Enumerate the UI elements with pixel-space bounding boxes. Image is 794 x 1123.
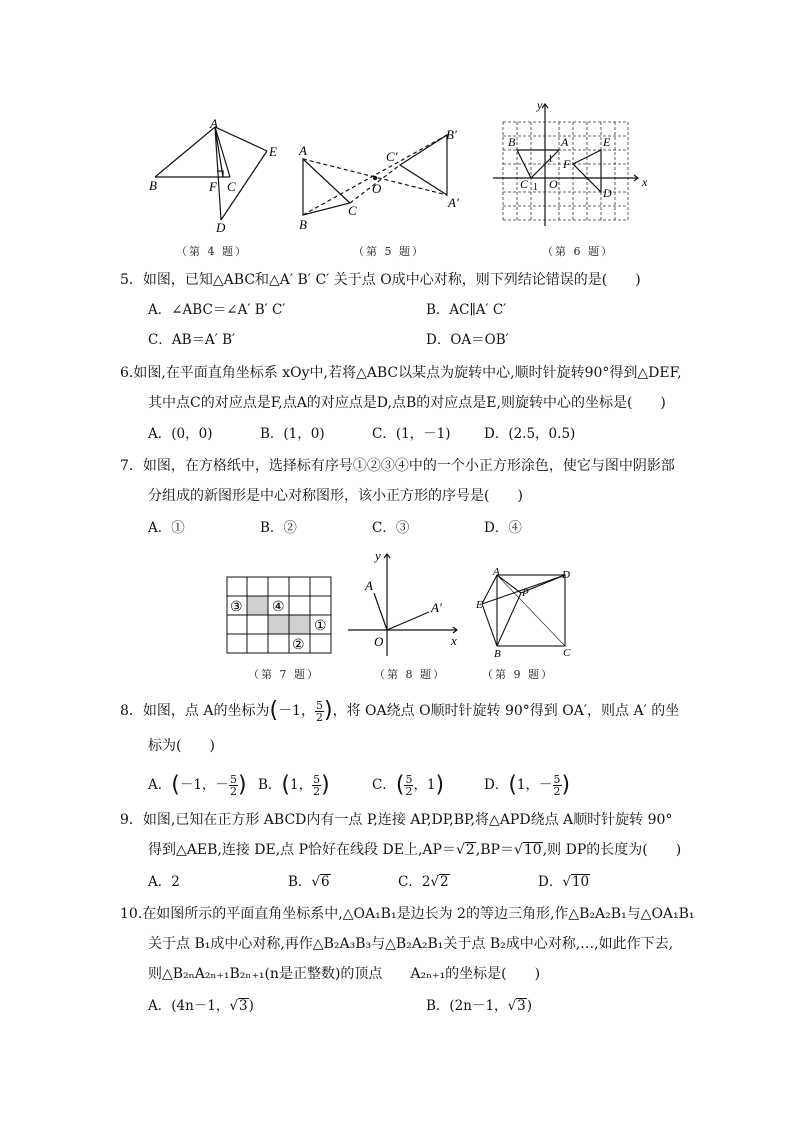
- q9-option-b: [288, 872, 331, 892]
- fig7-label-4: ④: [272, 600, 285, 615]
- q9-option-d: [538, 872, 590, 892]
- q5-option-a: A．∠ABC＝∠A′ B′ C′: [148, 302, 286, 318]
- q10-option-a: [148, 996, 254, 1016]
- fig8-label-a-prime: A′: [431, 600, 442, 615]
- paren-left: (: [171, 772, 180, 798]
- fig6-label-b: B: [508, 135, 516, 149]
- q8-option-d-letter: D．: [484, 777, 509, 793]
- fig4-label-d: D: [216, 220, 226, 235]
- q10-option-a-end: ): [248, 998, 254, 1014]
- fig6-label-o: O: [549, 177, 558, 191]
- q5-option-b: B．AC∥A′ C′: [426, 302, 507, 318]
- q9-option-a-text: A．2: [148, 874, 180, 890]
- question-9-line-1: 9．如图,已知在正方形 ABCD内有一点 P,连接 AP,DP,BP,将△APD绕点 A顺时针旋转 90°: [120, 812, 673, 828]
- q8-option-a: [148, 770, 247, 801]
- question-6-line-2: 其中点C的对应点是F,点A的对应点是D,点B的对应点是E,则旋转中心的坐标是( ): [148, 395, 666, 411]
- num: 5: [313, 773, 321, 786]
- q9-root-2: 10: [523, 842, 542, 858]
- question-9-line-2: [148, 840, 681, 860]
- question-8-stem: [120, 696, 679, 726]
- fig6-tick-1-y: 1: [548, 154, 553, 165]
- fig4-label-b: B: [149, 178, 157, 193]
- fig9-label-p: P: [522, 587, 529, 599]
- fig6-label-f: F: [563, 157, 571, 171]
- fig7-label-1: ①: [314, 619, 327, 634]
- q9-line2-b: ,BP＝: [475, 842, 514, 858]
- fig9-label-b: B: [494, 648, 501, 660]
- fig8-caption: （第 8 题）: [374, 668, 446, 681]
- q8-point-fraction: [315, 700, 324, 723]
- fig9-label-a: A: [493, 566, 500, 578]
- sqrt-sign: √: [455, 842, 465, 858]
- sqrt-sign: √: [507, 998, 517, 1014]
- question-7-line-1: 7．如图，在方格纸中，选择标有序号①②③④中的一个小正方形涂色，使它与图中阴影部: [120, 458, 675, 474]
- q6-option-c: C．(1，－1): [372, 426, 451, 442]
- figure-4: [145, 115, 290, 235]
- sqrt-sign: √: [311, 874, 321, 890]
- q9-option-c-text: C．2: [398, 874, 431, 890]
- num: 5: [553, 773, 561, 786]
- fig6-tick-1-x: 1: [533, 182, 538, 193]
- q10-option-b: [426, 996, 532, 1016]
- den: 2: [313, 785, 321, 798]
- figure-5: [295, 125, 470, 235]
- sqrt-sign: √: [430, 874, 440, 890]
- fig7-label-3: ③: [230, 600, 243, 615]
- num: 5: [229, 773, 237, 786]
- q8-point-num: 5: [315, 698, 323, 712]
- paren-right: ): [237, 772, 247, 798]
- q5-option-d: D．OA＝OB′: [426, 332, 509, 348]
- fig8-label-o: O: [374, 634, 384, 649]
- paren-right: ): [561, 772, 571, 798]
- q8-paren-left: (: [269, 698, 279, 723]
- q10-option-a-text: A．(4n－1，: [148, 998, 230, 1014]
- q8-option-b-frac: [312, 774, 321, 797]
- question-6-line-1: 6.如图,在平面直角坐标系 xOy中,若将△ABC以某点为旋转中心,顺时针旋转90°得到△DEF,: [120, 365, 682, 381]
- figure-6: [488, 98, 658, 230]
- fig5-label-b: B: [299, 217, 307, 232]
- q9-line2-a: 得到△AEB,连接 DE,点 P恰好在线段 DE上,AP＝: [148, 842, 456, 858]
- q7-option-b: B．②: [260, 520, 297, 536]
- fig4-label-e: E: [269, 144, 277, 159]
- q8-stem-b: ，将 OA绕点 O顺时针旋转 90°得到 OA′，则点 A′ 的坐: [332, 703, 680, 719]
- fig8-label-x: x: [451, 633, 457, 648]
- q8-point-x: －1，: [278, 703, 315, 719]
- q9-option-d-text: D．: [538, 874, 563, 890]
- q9-option-b-text: B．: [288, 874, 312, 890]
- q10-option-b-text: B．(2n－1，: [426, 998, 508, 1014]
- q8-option-a-x: －1，－: [179, 777, 229, 793]
- q6-option-b: B．(1，0): [260, 426, 325, 442]
- q9-option-a: [148, 872, 180, 892]
- fig9-label-d: D: [562, 569, 570, 581]
- fig4-label-c: C: [227, 179, 236, 194]
- question-7-line-2: 分组成的新图形是中心对称图形，该小正方形的序号是( ): [148, 488, 523, 504]
- paren-left: (: [281, 772, 291, 798]
- fig6-label-e: E: [603, 135, 611, 149]
- den: 2: [553, 785, 561, 798]
- q8-option-d: [484, 770, 570, 801]
- sqrt-sign: √: [513, 842, 523, 858]
- fig5-label-b-prime: B′: [446, 127, 457, 142]
- fig5-label-a: A: [299, 143, 307, 158]
- fig7-caption: （第 7 题）: [248, 668, 320, 681]
- sqrt-sign: √: [562, 874, 571, 890]
- q8-option-d-x: 1，－: [516, 777, 553, 793]
- fig5-label-c-prime: C′: [386, 149, 398, 164]
- q8-option-b-x: 1，: [290, 777, 313, 793]
- q9-root-1: 2: [465, 842, 475, 858]
- q8-option-c-letter: C．: [372, 777, 396, 793]
- paren-left: (: [395, 772, 405, 798]
- q8-option-b-letter: B．: [258, 777, 282, 793]
- paren-right: ): [321, 772, 330, 798]
- q9-option-c-root: 2: [440, 874, 449, 890]
- q8-point-den: 2: [315, 710, 323, 724]
- fig6-label-x: x: [642, 175, 648, 189]
- q9-line2-c: ,则 DP的长度为( ): [542, 842, 682, 858]
- paren-right: ): [435, 772, 445, 798]
- q9-option-b-root: 6: [321, 874, 330, 890]
- q8-option-a-letter: A．: [148, 777, 172, 793]
- fig4-caption: （第 4 题）: [176, 245, 248, 258]
- den: 2: [229, 785, 237, 798]
- fig6-label-a: A: [561, 135, 569, 149]
- q9-option-c: [398, 872, 450, 892]
- fig9-label-c: C: [563, 647, 571, 659]
- q7-option-a: A．①: [148, 520, 185, 536]
- q8-option-c: [372, 770, 444, 801]
- question-10-line-3: 则△B₂ₙA₂ₙ₊₁B₂ₙ₊₁(n是正整数)的顶点 A₂ₙ₊₁的坐标是( ): [148, 966, 541, 982]
- q7-option-c: C．③: [372, 520, 410, 536]
- fig6-label-d: D: [603, 186, 612, 200]
- q10-option-b-root: 3: [517, 998, 526, 1014]
- fig5-label-a-prime: A′: [448, 195, 459, 210]
- q8-option-b: [258, 770, 330, 801]
- fig9-caption: （第 9 题）: [482, 668, 554, 681]
- q6-option-d: D．(2.5，0.5): [484, 426, 576, 442]
- fig5-label-c: C: [348, 203, 357, 218]
- fig6-caption: （第 6 题）: [542, 245, 614, 258]
- fig9-label-e: E: [476, 599, 483, 611]
- figure-9: [474, 566, 579, 661]
- fig8-label-y: y: [375, 548, 381, 563]
- fig7-label-2: ②: [292, 638, 305, 653]
- question-5-stem: 5．如图，已知△ABC和△A′ B′ C′ 关于点 O成中心对称，则下列结论错误的是( ): [120, 272, 641, 288]
- figure-8: [345, 548, 465, 658]
- q6-option-a: A．(0，0): [148, 426, 213, 442]
- den: 2: [405, 785, 413, 798]
- fig5-caption: （第 5 题）: [353, 245, 425, 258]
- q8-paren-right: ): [323, 698, 333, 723]
- sqrt-sign: √: [229, 998, 238, 1014]
- q8-option-a-frac: [229, 774, 238, 797]
- q8-option-c-y: ，1: [413, 777, 436, 793]
- q5-option-c: C．AB＝A′ B′: [148, 332, 236, 348]
- fig6-label-y: y: [537, 98, 543, 112]
- fig5-label-o: O: [372, 181, 382, 196]
- question-10-line-1: 10.在如图所示的平面直角坐标系中,△OA₁B₁是边长为 2的等边三角形,作△B₂A₂B₁与△OA₁B₁: [120, 906, 695, 922]
- q8-option-d-frac: [553, 774, 562, 797]
- q10-option-b-end: ): [526, 998, 533, 1014]
- q9-option-d-root: 10: [571, 874, 590, 890]
- q7-option-d: D．④: [484, 520, 522, 536]
- num: 5: [405, 773, 413, 786]
- fig6-label-c: C: [520, 177, 529, 191]
- question-8-line-2: 标为( ): [148, 738, 215, 754]
- figure-7: [226, 575, 334, 657]
- question-10-line-2: 关于点 B₁成中心对称,再作△B₂A₃B₃与△B₂A₂B₁关于点 B₂成中心对称,…,如此作下去,: [148, 936, 674, 952]
- fig4-label-f: F: [209, 179, 217, 194]
- fig8-label-a: A: [365, 578, 373, 593]
- q8-stem-a: 8．如图，点 A的坐标为: [120, 703, 270, 719]
- fig4-label-a: A: [210, 116, 218, 131]
- q10-option-a-root: 3: [239, 998, 248, 1014]
- paren-left: (: [508, 772, 517, 798]
